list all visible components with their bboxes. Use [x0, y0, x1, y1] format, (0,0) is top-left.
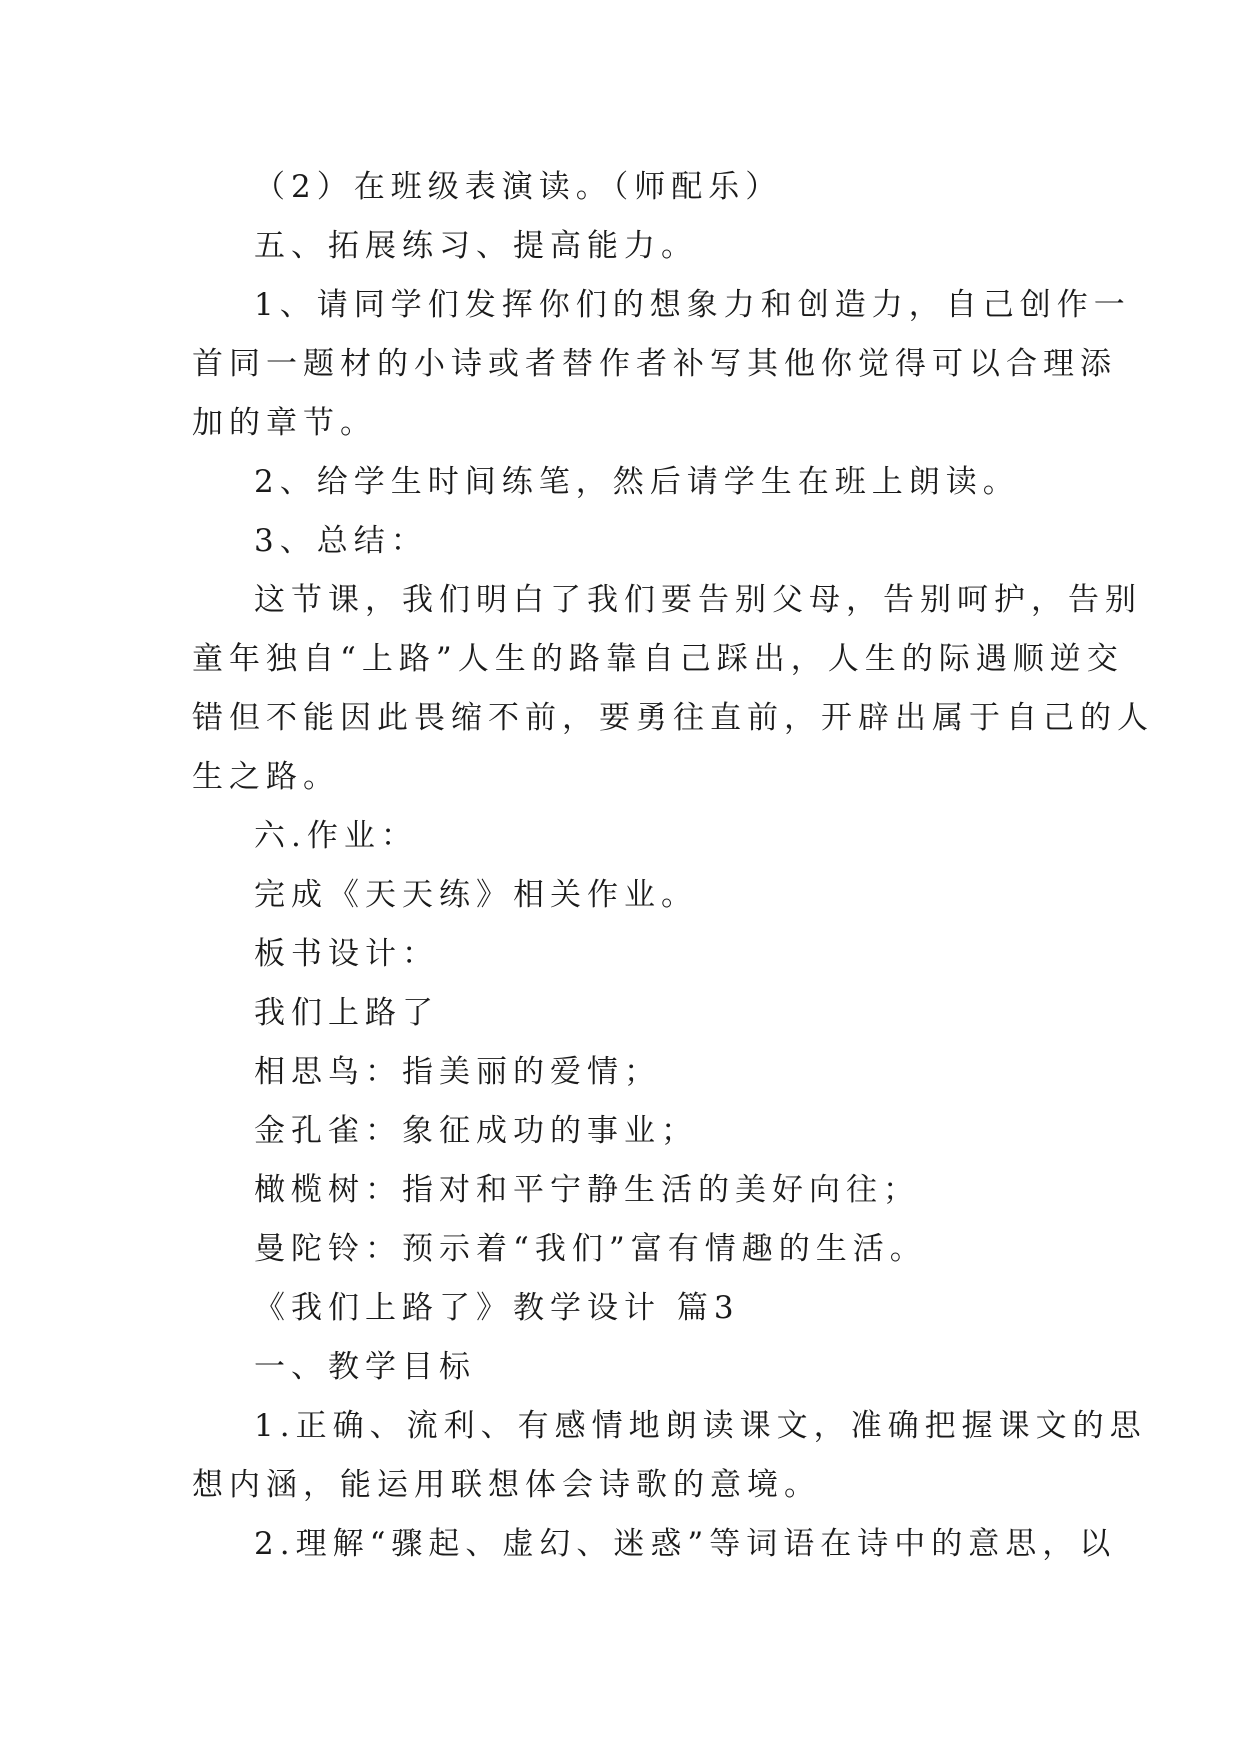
paragraph-line: 板书设计：	[254, 936, 439, 972]
section-heading: 六.作业：	[254, 818, 418, 854]
paragraph-line: 想内涵，能运用联想体会诗歌的意境。	[192, 1467, 821, 1503]
paragraph-line: （2）在班级表演读。（师配乐）	[254, 169, 783, 205]
article-title: 《我们上路了》教学设计 篇3	[254, 1290, 740, 1326]
paragraph-line: 童年独自“上路”人生的路靠自己踩出，人生的际遇顺逆交	[192, 641, 1124, 677]
paragraph-line: 橄榄树：指对和平宁静生活的美好向往；	[254, 1172, 920, 1208]
paragraph-line: 曼陀铃：预示着“我们”富有情趣的生活。	[254, 1231, 927, 1267]
section-heading: 五、拓展练习、提高能力。	[254, 228, 698, 264]
paragraph-line: 首同一题材的小诗或者替作者补写其他你觉得可以合理添	[192, 346, 1117, 382]
paragraph-line: 1.正确、流利、有感情地朗读课文，准确把握课文的思	[254, 1408, 1147, 1444]
paragraph-line: 2、给学生时间练笔，然后请学生在班上朗读。	[254, 464, 1020, 500]
paragraph-line: 加的章节。	[192, 405, 377, 441]
paragraph-line: 2.理解“骤起、虚幻、迷惑”等词语在诗中的意思，以	[254, 1526, 1117, 1562]
paragraph-line: 金孔雀：象征成功的事业；	[254, 1113, 698, 1149]
paragraph-line: 错但不能因此畏缩不前，要勇往直前，开辟出属于自己的人	[192, 700, 1154, 736]
section-heading: 一、教学目标	[254, 1349, 476, 1385]
paragraph-line: 相思鸟：指美丽的爱情；	[254, 1054, 661, 1090]
document-body	[192, 158, 1154, 1574]
paragraph-line: 1、请同学们发挥你们的想象力和创造力，自己创作一	[254, 287, 1131, 323]
paragraph-line: 我们上路了	[254, 995, 439, 1031]
paragraph-line: 这节课，我们明白了我们要告别父母，告别呵护，告别	[254, 582, 1142, 618]
paragraph-line: 完成《天天练》相关作业。	[254, 877, 698, 913]
paragraph-line: 3、总结：	[254, 523, 428, 559]
paragraph-line: 生之路。	[192, 759, 340, 795]
